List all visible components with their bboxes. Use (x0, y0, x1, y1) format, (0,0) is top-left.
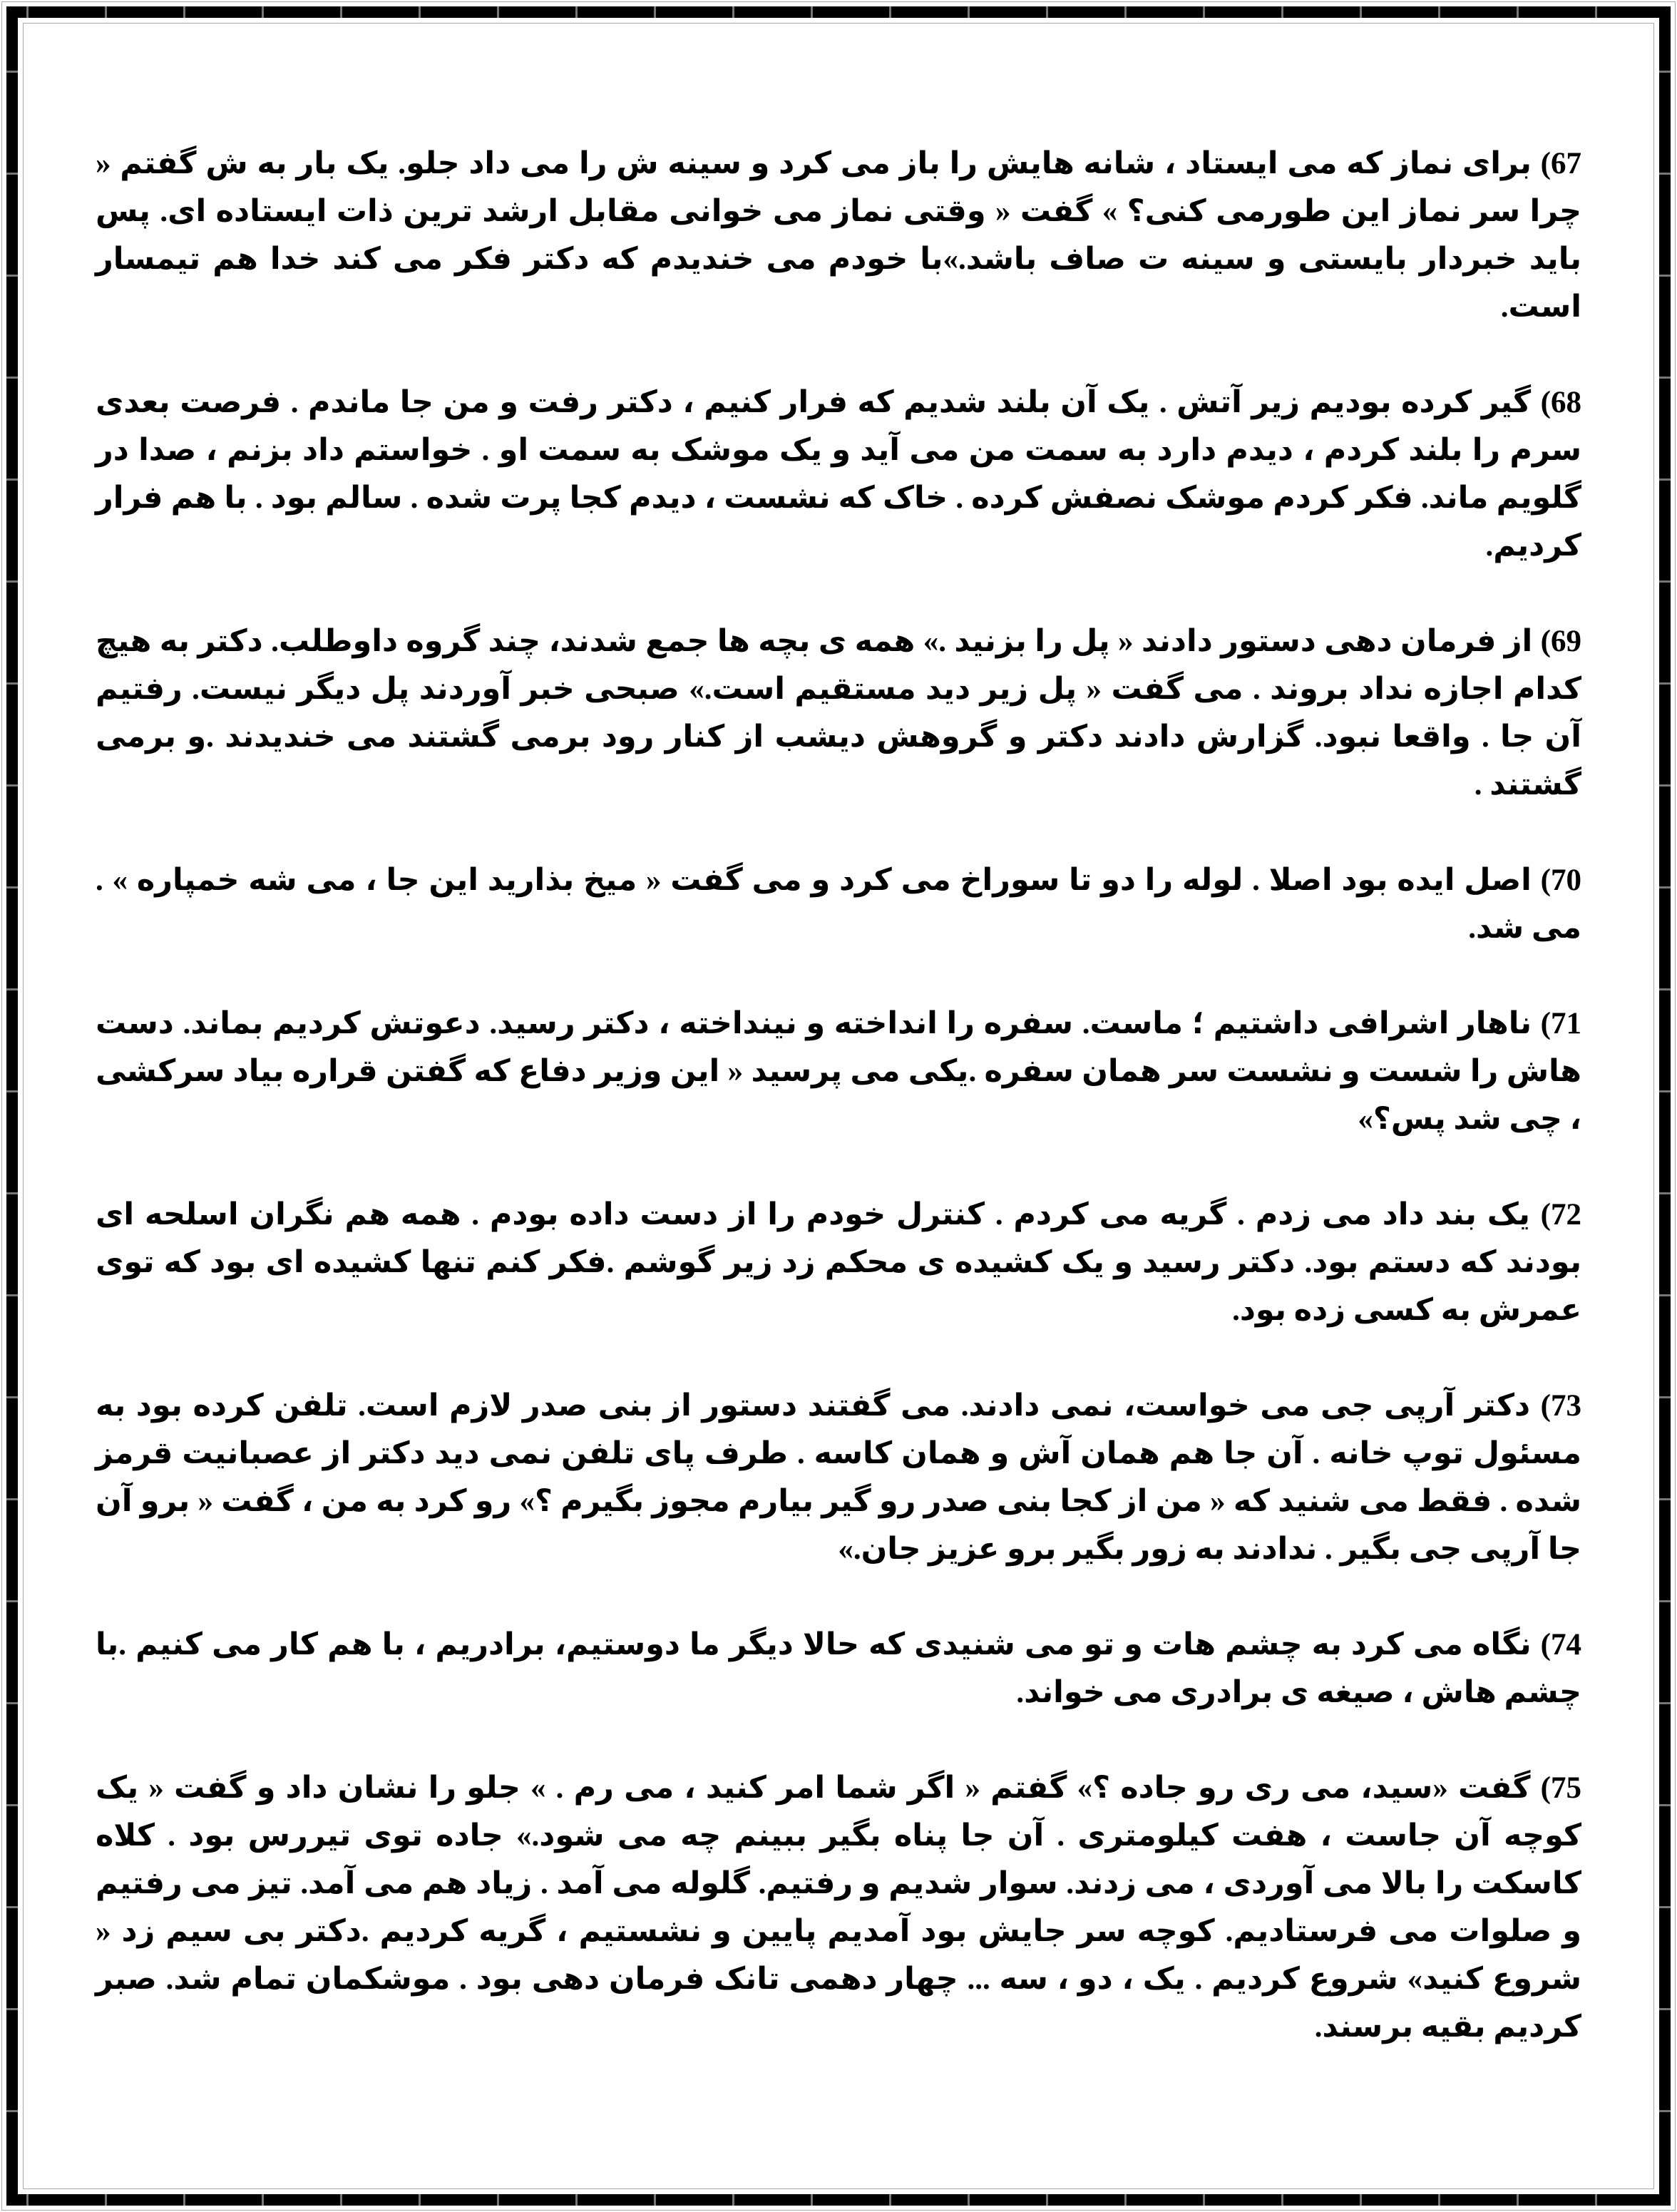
page-border-top (6, 6, 1671, 18)
paragraph-73: 73) دکتر آرپی جی می خواست، نمی دادند. می گفتند دستور از بنی صدر لازم است. تلفن کرده بود به مسئول توپ خانه . آن جا هم همان آش و همان کاسه . طرف پای تلفن نمی دید دکتر از عصبانیت قرمز شده . فقط می شنید که « من از کجا بنی صدر رو گیر بیارم مجوز بگیرم ؟» رو کرد به من ، گفت « برو آن جا آرپی جی بگیر . ندادند به زور بگیر برو عزیز جان.» (96, 1389, 1581, 1566)
page-border-right (1659, 6, 1671, 2206)
paragraph-75: 75) گفت «سید، می ری رو جاده ؟» گفتم « اگر شما امر کنید ، می رم . » جلو را نشان داد و گفت « یک کوچه آن جاست ، هفت کیلومتری . آن جا پناه بگیر ببینم چه می شود.» جاده توی تیررس بود . کلاه کاسکت را بالا می آوردی ، می زدند. سوار شدیم و رفتیم. گلوله می آمد . زیاد هم می آمد. تیز می رفتیم و صلوات می فرستادیم. کوچه سر جایش بود آمدیم پایین و نشستیم ، گریه کردیم .دکتر بی سیم زد « شروع کنید» شروع کردیم . یک ، دو ، سه ... چهار دهمی تانک فرمان دهی بود . موشکمان تمام شد. صبر کردیم بقیه برسند. (96, 1771, 1582, 2044)
paragraph-68: 68) گیر کرده بودیم زیر آتش . یک آن بلند شدیم که فرار کنیم ، دکتر رفت و من جا ماندم . فرصت بعدی سرم را بلند کردم ، دیدم دارد به سمت من می آید و یک موشک به سمت او . خواستم داد بزنم ، صدا در گلویم ماند. فکر کردم موشک نصفش کرده . خاک که نشست ، دیدم کجا پرت شده . سالم بود . با هم فرار کردیم. (96, 386, 1581, 563)
paragraph-69: 69) از فرمان دهی دستور دادند « پل را بزنید .» همه ی بچه ها جمع شدند، چند گروه داوطلب. دکتر به هیچ کدام اجازه نداد بروند . می گفت « پل زیر دید مستقیم است.» صبحی خبر آوردند پل دیگر نیست. رفتیم آن جا . واقعا نبود. گزارش دادند دکتر و گروهش دیشب از کنار رود برمی گشتند می خندیدند .و برمی گشتند . (96, 625, 1581, 802)
page-border-bottom (6, 2194, 1671, 2206)
text-content (96, 140, 1581, 2099)
paragraph-67: 67) برای نماز که می ایستاد ، شانه هایش را باز می کرد و سینه ش را می داد جلو. یک بار به ش گفتم « چرا سر نماز این طورمی کنی؟ » گفت « وقتی نماز می خوانی مقابل ارشد ترین ذات ایستاده ای. پس باید خبردار بایستی و سینه ت صاف باشد.»با خودم می خندیدم که دکتر فکر می کند خدا هم تیمسار است. (96, 147, 1581, 324)
page-border-left (6, 6, 18, 2206)
paragraph-70: 70) اصل ایده بود اصلا . لوله را دو تا سوراخ می کرد و می گفت « میخ بذارید این جا ، می شه خمپاره » . می شد. (96, 864, 1581, 945)
paragraph-71: 71) ناهار اشرافی داشتیم ؛ ماست. سفره را انداخته و نینداخته ، دکتر رسید. دعوتش کردیم بماند. دست هاش را شست و نشست سر همان سفره .یکی می پرسید « این وزیر دفاع که گفتن قراره بیاد سرکشی ، چی شد پس؟» (96, 1007, 1581, 1136)
paragraph-74: 74) نگاه می کرد به چشم هات و تو می شنیدی که حالا دیگر ما دوستیم، برادریم ، با هم کار می کنیم .با چشم هاش ، صیغه ی برادری می خواند. (96, 1628, 1581, 1709)
paragraph-72: 72) یک بند داد می زدم . گریه می کردم . کنترل خودم را از دست داده بودم . همه هم نگران اسلحه ای بودند که دستم بود. دکتر رسید و یک کشیده ی محکم زد زیر گوشم .فکر کنم تنها کشیده ای بود که توی عمرش به کسی زده بود. (96, 1198, 1581, 1327)
